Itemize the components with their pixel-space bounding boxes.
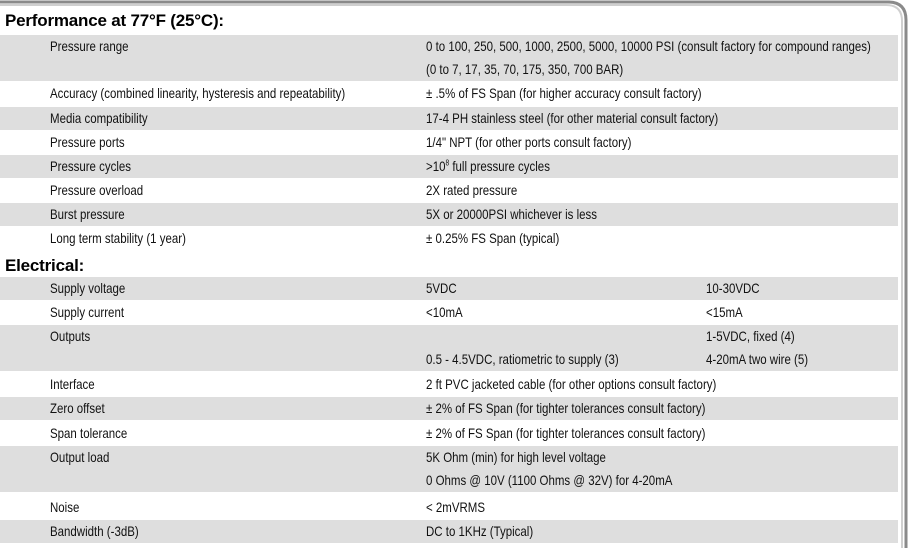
electrical-title: Electrical: <box>5 256 85 275</box>
spec-value: 2X rated pressure <box>426 182 518 198</box>
spec-label: Burst pressure <box>50 206 125 222</box>
spec-value: ± 0.25% FS Span (typical) <box>426 230 560 246</box>
spec-row-burst-pressure <box>0 203 898 226</box>
spec-row-noise <box>0 496 898 519</box>
spec-label: Supply voltage <box>50 280 126 296</box>
spec-row-pressure-range-bar <box>0 58 898 81</box>
spec-row-interface <box>0 373 898 396</box>
spec-value: 17-4 PH stainless steel (for other material consult factory) <box>426 110 719 126</box>
spec-label: Outputs <box>50 328 91 344</box>
spec-value: < 2mVRMS <box>426 499 486 515</box>
spec-row-accuracy <box>0 82 898 105</box>
spec-row-pressure-ports <box>0 131 898 154</box>
spec-row-outputs <box>0 325 898 348</box>
spec-label: Pressure range <box>50 38 129 54</box>
spec-value: 5K Ohm (min) for high level voltage <box>426 449 606 465</box>
spec-value: <10mA <box>426 304 463 320</box>
spec-row-bandwidth <box>0 520 898 543</box>
spec-value: 0 to 100, 250, 500, 1000, 2500, 5000, 10000 PSI (consult factory for compound ranges) <box>426 38 871 54</box>
spec-value: ± .5% of FS Span (for higher accuracy consult factory) <box>426 85 702 101</box>
spec-row-supply-current <box>0 301 898 324</box>
spec-row-outputs-2 <box>0 348 898 371</box>
spec-row-supply-voltage <box>0 277 898 300</box>
spec-value: 5VDC <box>426 280 457 296</box>
spec-label: Output load <box>50 449 110 465</box>
spec-label: Bandwidth (-3dB) <box>50 523 139 539</box>
spec-label: Supply current <box>50 304 125 320</box>
spec-label: Pressure overload <box>50 182 144 198</box>
spec-value-alt: 1-5VDC, fixed (4) <box>706 328 795 344</box>
spec-value-alt: 10-30VDC <box>706 280 760 296</box>
spec-row-span-tolerance <box>0 422 898 445</box>
spec-row-media <box>0 107 898 130</box>
spec-label: Pressure ports <box>50 134 125 150</box>
spec-row-pressure-range <box>0 35 898 58</box>
spec-value: 0 Ohms @ 10V (1100 Ohms @ 32V) for 4-20mA <box>426 472 673 488</box>
spec-label: Span tolerance <box>50 425 128 441</box>
spec-label: Media compatibility <box>50 110 148 126</box>
spec-row-output-load <box>0 446 898 469</box>
spec-row-output-load-2 <box>0 469 898 492</box>
spec-value-alt: 4-20mA two wire (5) <box>706 351 809 367</box>
spec-label: Pressure cycles <box>50 158 132 174</box>
spec-value: (0 to 7, 17, 35, 70, 175, 350, 700 BAR) <box>426 61 624 77</box>
spec-row-pressure-cycles <box>0 155 898 178</box>
spec-value-alt: <15mA <box>706 304 743 320</box>
spec-row-stability <box>0 227 898 250</box>
spec-label: Accuracy (combined linearity, hysteresis and repeatability) <box>50 85 346 101</box>
spec-row-zero-offset <box>0 397 898 420</box>
spec-label: Long term stability (1 year) <box>50 230 186 246</box>
spec-value: 5X or 20000PSI whichever is less <box>426 206 598 222</box>
spec-label: Noise <box>50 499 80 515</box>
spec-value: 2 ft PVC jacketed cable (for other options consult factory) <box>426 376 717 392</box>
spec-label: Zero offset <box>50 400 105 416</box>
spec-value: $>10^8$ full pressure cycles <box>426 158 550 174</box>
performance-title: Performance at 77°F (25°C): <box>5 11 224 30</box>
spec-label: Interface <box>50 376 95 392</box>
spec-value: ± 2% of FS Span (for tighter tolerances consult factory) <box>426 425 706 441</box>
spec-value: ± 2% of FS Span (for tighter tolerances consult factory) <box>426 400 706 416</box>
spec-value: 0.5 - 4.5VDC, ratiometric to supply (3) <box>426 351 619 367</box>
spec-value: 1/4" NPT (for other ports consult factory) <box>426 134 632 150</box>
spec-row-pressure-overload <box>0 179 898 202</box>
spec-value: DC to 1KHz (Typical) <box>426 523 534 539</box>
